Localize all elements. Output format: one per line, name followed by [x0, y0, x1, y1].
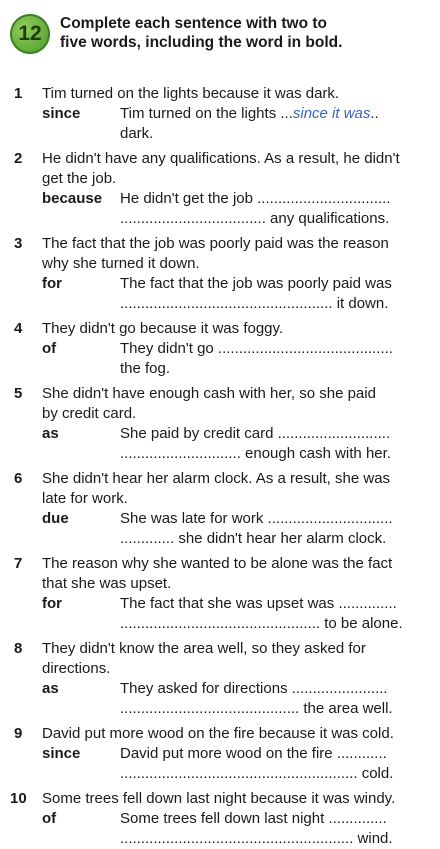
exercise-item-9: [10, 724, 430, 784]
item-sentence-cont: get the job.: [42, 170, 117, 187]
item-number: 9: [14, 725, 23, 742]
exercise-header: [10, 12, 430, 64]
instructions-line-1: Complete each sentence with two to: [60, 15, 327, 32]
item-number: 2: [14, 150, 23, 167]
item-number: 7: [14, 555, 23, 572]
item-number: 10: [10, 790, 27, 807]
item-number: 1: [14, 85, 23, 102]
exercise-item-4: [10, 319, 430, 379]
exercise-item-6: [10, 469, 430, 549]
item-answer[interactable]: since it was: [292, 105, 371, 122]
item-continuation[interactable]: ................................... any qualifications.: [120, 210, 390, 227]
item-keyword: since: [42, 105, 81, 122]
item-number: 8: [14, 640, 23, 657]
item-sentence-cont: directions.: [42, 660, 111, 677]
item-keyword: as: [42, 425, 59, 442]
item-sentence: She didn't have enough cash with her, so she paid: [42, 385, 376, 402]
item-sentence: She didn't hear her alarm clock. As a result, she was: [42, 470, 391, 487]
exercise-item-8: [10, 639, 430, 719]
item-sentence: Tim turned on the lights because it was dark.: [42, 85, 340, 102]
item-stem[interactable]: She paid by credit card ...........................: [120, 425, 391, 442]
item-sentence-cont: late for work.: [42, 490, 128, 507]
item-sentence: The reason why she wanted to be alone was the fact: [42, 555, 393, 572]
item-sentence-cont: that she was upset.: [42, 575, 172, 592]
item-continuation: dark.: [120, 125, 154, 142]
item-keyword: as: [42, 680, 59, 697]
item-number: 4: [14, 320, 23, 337]
exercise-item-7: [10, 554, 430, 634]
instructions-line-2: five words, including the word in bold.: [60, 34, 343, 51]
item-number: 6: [14, 470, 23, 487]
item-sentence: Some trees fell down last night because it was windy.: [42, 790, 396, 807]
item-keyword: because: [42, 190, 103, 207]
exercise-item-1: [10, 84, 430, 144]
exercise-items: [10, 84, 430, 849]
item-keyword: for: [42, 595, 62, 612]
item-continuation: the fog.: [120, 360, 171, 377]
item-sentence: They didn't go because it was foggy.: [42, 320, 284, 337]
item-keyword: of: [42, 340, 57, 357]
exercise-item-10: [10, 789, 430, 849]
item-keyword: since: [42, 745, 81, 762]
item-number: 5: [14, 385, 23, 402]
item-sentence-cont: why she turned it down.: [42, 255, 200, 272]
item-continuation[interactable]: ................................................... it down.: [120, 295, 389, 312]
item-stem[interactable]: They asked for directions .......................: [120, 680, 388, 697]
item-sentence: He didn't have any qualifications. As a result, he didn't: [42, 150, 400, 167]
item-continuation[interactable]: ................................................ to be alone.: [120, 615, 403, 632]
item-keyword: due: [42, 510, 69, 527]
item-continuation[interactable]: ......................................................... cold.: [120, 765, 394, 782]
item-stem: The fact that the job was poorly paid was: [120, 275, 392, 292]
item-sentence: The fact that the job was poorly paid was the reason: [42, 235, 389, 252]
item-stem[interactable]: Some trees fell down last night ..............: [120, 810, 387, 827]
item-stem: Tim turned on the lights ...since it was..: [120, 105, 379, 122]
item-continuation[interactable]: ........................................................ wind.: [120, 830, 393, 847]
item-keyword: for: [42, 275, 62, 292]
item-stem[interactable]: He didn't get the job ................................: [120, 190, 391, 207]
item-stem[interactable]: They didn't go ..........................................: [120, 340, 393, 357]
item-stem[interactable]: The fact that she was upset was ..............: [120, 595, 397, 612]
exercise-instructions: [60, 14, 342, 52]
item-stem[interactable]: She was late for work ..............................: [120, 510, 393, 527]
item-keyword: of: [42, 810, 57, 827]
exercise-item-3: [10, 234, 430, 314]
exercise-number-badge: 12: [10, 14, 50, 54]
exercise-item-2: [10, 149, 430, 229]
item-continuation[interactable]: ............. she didn't hear her alarm clock.: [120, 530, 387, 547]
item-continuation[interactable]: ............................. enough cash with her.: [120, 445, 391, 462]
item-sentence: David put more wood on the fire because it was cold.: [42, 725, 394, 742]
exercise-item-5: [10, 384, 430, 464]
item-continuation[interactable]: ........................................... the area well.: [120, 700, 393, 717]
item-sentence: They didn't know the area well, so they asked for: [42, 640, 366, 657]
item-number: 3: [14, 235, 23, 252]
item-sentence-cont: by credit card.: [42, 405, 137, 422]
item-stem[interactable]: David put more wood on the fire ............: [120, 745, 387, 762]
